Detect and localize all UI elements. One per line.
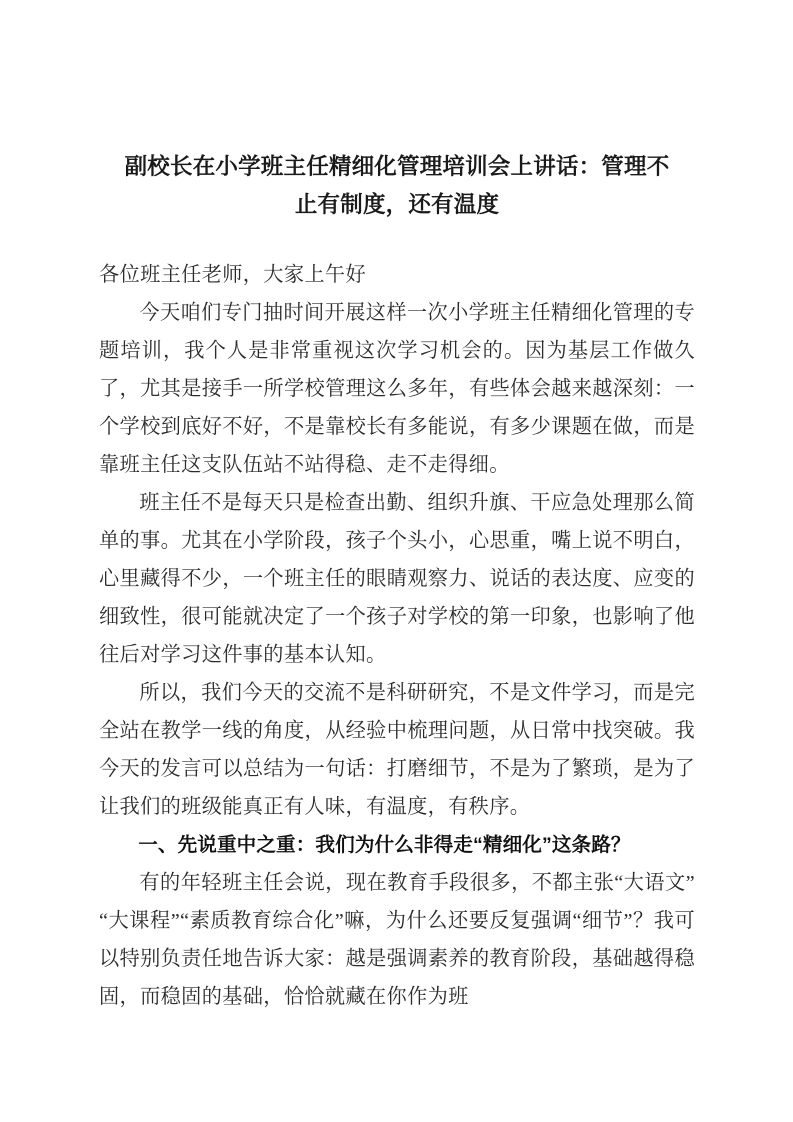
page-title xyxy=(99,148,695,224)
page-title-line-1: 副校长在小学班主任精细化管理培训会上讲话：管理不 xyxy=(124,154,670,179)
body-paragraph-4: 有的年轻班主任会说，现在教育手段很多，不都主张“大语文”“大课程”“素质教育综合化”嘛，为什么还要反复强调“细节”？我可以特别负责任地告诉大家：越是强调素养的教育阶段，基础越得稳固，而稳固的基础，恰恰就藏在你作为班 xyxy=(99,872,695,1008)
salutation-paragraph: 各位班主任老师，大家上午好 xyxy=(99,264,366,286)
body-paragraph-1: 今天咱们专门抽时间开展这样一次小学班主任精细化管理的专题培训，我个人是非常重视这次学习机会的。因为基层工作做久了，尤其是接手一所学校管理这么多年，有些体会越来越深刻：一个学校到底好不好，不是靠校长有多能说，有多少课题在做，而是靠班主任这支队伍站不站得稳、走不走得细。 xyxy=(99,302,695,476)
body-paragraph-3: 所以，我们今天的交流不是科研研究，不是文件学习，而是完全站在教学一线的角度，从经验中梳理问题，从日常中找突破。我今天的发言可以总结为一句话：打磨细节，不是为了繁琐，是为了让我们的班级能真正有人味，有温度，有秩序。 xyxy=(99,682,695,818)
title-body-spacer xyxy=(99,224,695,256)
body-paragraph-2: 班主任不是每天只是检查出勤、组织升旗、干应急处理那么简单的事。尤其在小学阶段，孩子个头小，心思重，嘴上说不明白，心里藏得不少，一个班主任的眼睛观察力、说话的表达度、应变的细致性，很可能就决定了一个孩子对学校的第一印象，也影响了他往后对学习这件事的基本认知。 xyxy=(99,492,695,666)
page-title-line-2: 止有制度，还有温度 xyxy=(294,192,500,217)
section-heading-1: 一、先说重中之重：我们为什么非得走“精细化”这条路？ xyxy=(138,834,631,856)
document-content xyxy=(99,148,695,1016)
